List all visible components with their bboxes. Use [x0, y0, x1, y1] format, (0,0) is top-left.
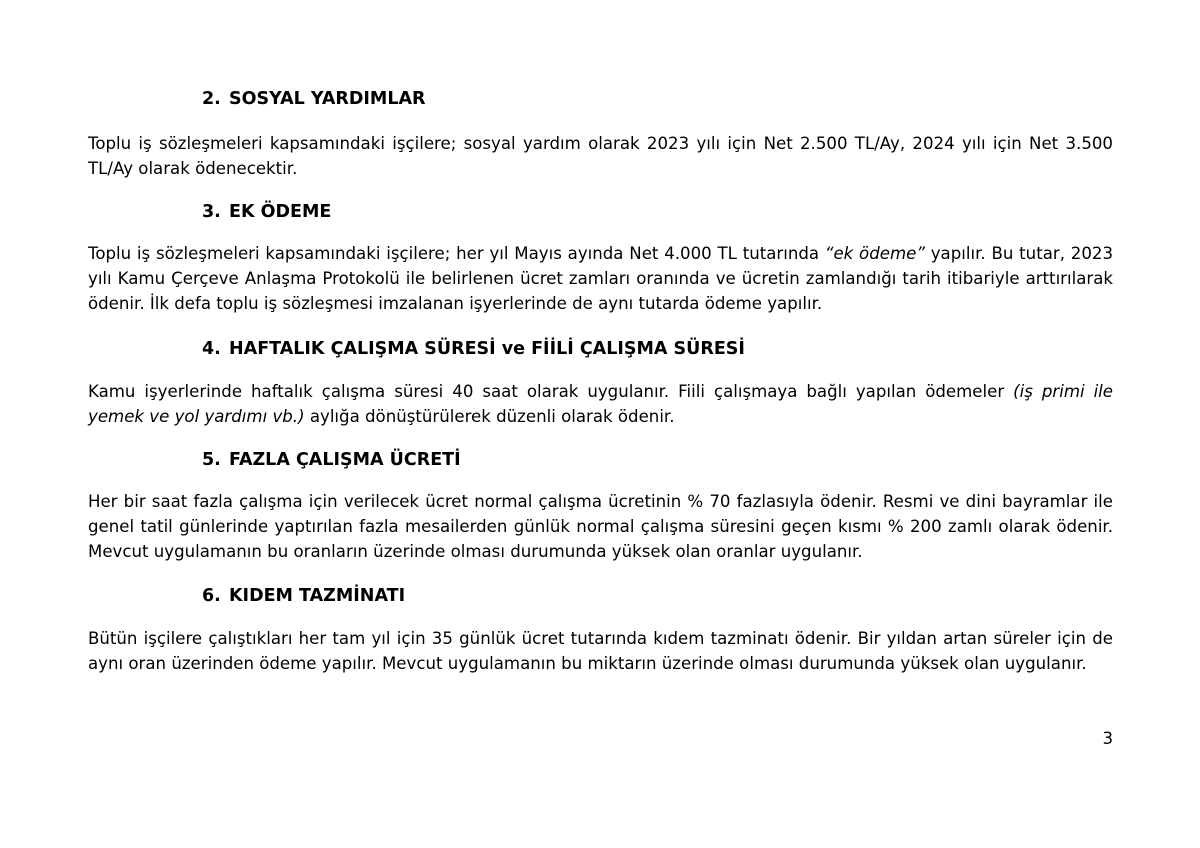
section-body-fazla-calisma-ucreti: Her bir saat fazla çalışma için verilecek ücret normal çalışma ücretinin % 70 fazlasıyla ödenir. Resmi ve dini bayramlar ile genel tatil günlerinde yaptırılan fazla mesailerden günlük normal çalışma süresini geçen kısmı % 200 zamlı olarak ödenir. Mevcut uygulamanın bu oranların üzerinde olması durumunda yüksek olan oranlar uygulanır. — [88, 492, 1113, 561]
section-title: SOSYAL YARDIMLAR — [229, 89, 426, 109]
section-number: 6. — [202, 586, 221, 606]
body-text: Kamu işyerlerinde haftalık çalışma süresi 40 saat olarak uygulanır. Fiili çalışmaya bağlı yapılan ödemeler — [88, 382, 1014, 401]
section-heading-fazla-calisma-ucreti — [202, 448, 461, 472]
section-number: 5. — [202, 450, 221, 470]
body-text: Toplu iş sözleşmeleri kapsamındaki işçilere; her yıl Mayıs ayında Net 4.000 TL tutarında — [88, 244, 825, 263]
section-body-haftalik-calisma-suresi — [88, 379, 1113, 429]
section-title: KIDEM TAZMİNATI — [229, 586, 406, 606]
section-number: 3. — [202, 202, 221, 222]
section-heading-ek-odeme — [202, 200, 331, 224]
section-title: EK ÖDEME — [229, 202, 332, 222]
emphasized-term: “ek ödeme” — [824, 244, 925, 263]
section-number: 4. — [202, 339, 221, 359]
section-body-kidem-tazminati: Bütün işçilere çalıştıkları her tam yıl için 35 günlük ücret tutarında kıdem tazminatı ödenir. Bir yıldan artan süreler için de aynı oran üzerinden ödeme yapılır. Mevcut uygulamanın bu miktarın üzerinde olması durumunda yüksek olan uygulanır. — [88, 629, 1113, 673]
section-heading-kidem-tazminati — [202, 584, 405, 608]
section-number: 2. — [202, 89, 221, 109]
section-title: HAFTALIK ÇALIŞMA SÜRESİ ve FİİLİ ÇALIŞMA SÜRESİ — [229, 339, 745, 359]
section-body-sosyal-yardimlar: Toplu iş sözleşmeleri kapsamındaki işçilere; sosyal yardım olarak 2023 yılı için Net 2.500 TL/Ay, 2024 yılı için Net 3.500 TL/Ay olarak ödenecektir. — [88, 134, 1113, 178]
page-number: 3 — [1102, 729, 1113, 748]
section-heading-sosyal-yardimlar — [202, 87, 426, 111]
section-heading-haftalik-calisma-suresi — [202, 337, 745, 361]
section-title: FAZLA ÇALIŞMA ÜCRETİ — [229, 450, 461, 470]
section-body-ek-odeme — [88, 241, 1113, 316]
body-text: aylığa dönüştürülerek düzenli olarak ödenir. — [304, 407, 675, 426]
emphasized-note: (iş primi ile yemek ve yol yardımı vb.) — [88, 382, 1113, 426]
body-text: yapılır. Bu tutar, 2023 yılı Kamu Çerçeve Anlaşma Protokolü ile belirlenen ücret zamları oranında ve ücretin zamlandığı tarih itibariyle arttırılarak ödenir. İlk defa toplu iş sözleşmesi imzalanan işyerlerinde de aynı tutarda ödeme yapılır. — [88, 244, 1113, 313]
